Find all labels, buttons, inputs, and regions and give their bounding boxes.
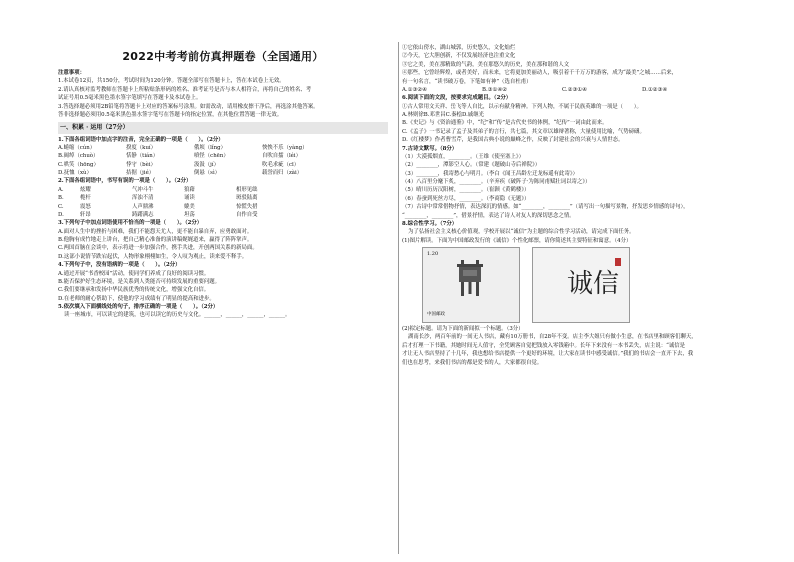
q1-row — [58, 161, 388, 169]
notice-line: 试证号用0.5毫米黑色墨水签字笔填写在答题卡及本试卷上。 — [58, 95, 202, 102]
stamp-image — [422, 247, 520, 323]
notice-line: 答非选择题必须用0.5毫米黑色墨水签字笔写在答题卡的指定位置，在其他位置答题一律无效。 — [58, 111, 283, 118]
word: 自作自受 — [236, 211, 258, 218]
q7-item: （3）________，我寄愁心与明月。（李白《闻王昌龄左迁龙标遥有此寄》） — [402, 170, 578, 177]
option: 俄顷（lǐng） — [194, 144, 226, 151]
option: 吹毛求疵（cī） — [262, 161, 300, 168]
notice-line: 3.答选择题必须用2B铅笔将答题卡上对应的答案标号涂黑。如需改动，请用橡皮擦干净后，再选涂其他答案。 — [58, 103, 319, 110]
option-letter: A. — [58, 186, 64, 193]
news-line: 才让无人书店坚持了十几年，我也想给书店提供一个更好的环境，让大家在读书中感受诚信。”我们的书店会一直开下去，我 — [402, 351, 694, 358]
word: 坦荡 — [184, 211, 195, 218]
q6-item: D.《红楼梦》作者曹雪芹，是我国古典小说的巅峰之作，反映了封建社会的兴衰与人情世态。 — [402, 137, 624, 144]
notice-line: 2.请认真核对监考教师在答题卡上所粘贴条形码的姓名、准考证号是否与本人相符合，再将自己的姓名、考 — [58, 86, 312, 93]
section-heading: 一、积累 · 运用（27分） — [58, 122, 388, 133]
option: 悖守（bèi） — [126, 161, 156, 168]
word: 踌躇满志 — [132, 211, 154, 218]
question-6: 6.阅读下面的文段，按要求完成题目。（2分） — [402, 95, 512, 102]
word: 震怒 — [80, 203, 91, 210]
option: A.①③②④ — [402, 86, 427, 93]
calligraphy-character: 诚信 — [567, 269, 620, 299]
word: 轩昂 — [80, 211, 91, 218]
option: 怏怏不乐（yàng） — [262, 144, 308, 151]
q7-item: （7）古诗中常常借物抒情，表达深沉的情感。如“________，________”（请写出一句描写景物，抒发思乡情感的诗句）， — [402, 204, 689, 211]
word: 炫耀 — [80, 186, 91, 193]
q7-item: （1）大漠孤烟直，________。（王维《使至塞上》） — [402, 153, 525, 160]
stamp-country: 中国邮政 — [427, 312, 445, 318]
question-3: 3.下列句子中加点词语使用不恰当的一项是（ ）。（2分） — [58, 220, 203, 227]
q2-row — [58, 186, 388, 194]
q5-text: 读一座城市，可以读它的建筑，也可以读它的历史与文化。______，______，______，______。 — [64, 312, 291, 319]
q8-sub1: (1)图片解读。下面为中国邮政发行的《诚信》个性化邮票，请你简述其主要特征和寓意。（4分） — [402, 237, 632, 244]
bronze-ding-icon — [453, 258, 487, 298]
q3-option: B.他胸有成竹地走上讲台，把自己精心准备的演讲稿娓娓道来，赢得了阵阵掌声。 — [58, 237, 253, 244]
sentence-item: ②今天，它大胆创新，不仅发展经济也注重文化 — [402, 53, 516, 60]
option: 揆度（kuí） — [126, 144, 157, 151]
q8-images — [422, 247, 747, 323]
sentence-item: 有一句名言，“读书破万卷，下笔如有神”（选自杜甫） — [402, 78, 532, 85]
q7-item: （4）八百里分麾下炙，________。（辛弃疾《破阵子·为陈同甫赋壮词以寄之》） — [402, 179, 591, 185]
word: 人声鼎沸 — [132, 203, 154, 210]
seal-icon — [615, 258, 621, 266]
q6-item: A.林则徐B.邓世昌C.秦桧D.戚继光 — [402, 112, 485, 118]
word: 狼藉 — [184, 186, 195, 193]
q6-item: C.《孟子》一书记录了孟子及其弟子的言行，共七篇，其文章以雄辩著称，大量使用比喻，气势磅礴。 — [402, 128, 645, 135]
news-line: 后才打理一下书籍，其她时间无人值守，全凭顾客自觉把钱放入零钱箱中。长年下来没有一本书丢失，店主说：“诚信是 — [402, 342, 686, 349]
option: 载誉而归（zài） — [262, 170, 303, 177]
column-divider — [398, 42, 399, 554]
option: C.②③①④ — [562, 86, 587, 93]
option: 自吹自擂（léi） — [262, 153, 301, 160]
sentence-item: ④那些，它曾经辉煌，或者美好，而未来，它将更加美丽动人，吸引着千千万万的游客，成为“最美”之城……后来， — [402, 70, 678, 77]
q1-row — [58, 152, 388, 160]
option: A.蜷缩（cún） — [58, 144, 96, 151]
question-7: 7.古诗文默写。（8分） — [402, 145, 458, 152]
q3-option: C.两国首脑在会谈中，表示将进一步加强合作，携手共进，开创两国关系的新局面。 — [58, 245, 258, 252]
option: 汲汲（jí） — [194, 161, 219, 168]
word: 气冲斗牛 — [132, 186, 154, 193]
question-4: 4.下列句子中，没有语病的一项是（ ）。（2分） — [58, 262, 181, 269]
word: 诵读 — [184, 195, 195, 202]
q1-row — [58, 169, 388, 177]
sentence-item: ③它之美，美在那精致的气韵，美在那悠久的历史，美在那和谐的人文 — [402, 61, 570, 68]
q6-item: B.《史记》与《资治通鉴》中，“纪”和“传”是古代史书的体例，“纪传”一词由此而来。 — [402, 120, 608, 127]
q7-item: “________，________”，借景抒情，表达了诗人对友人的深切思念之情。 — [402, 212, 575, 219]
option-letter: C. — [58, 203, 64, 210]
q7-item: （6）春蚕到死丝方尽，________。（李商隐《无题》） — [402, 195, 530, 202]
q4-option: B.能否保护好生态环境，是关系到人类能否可持续发展的重要问题。 — [58, 278, 221, 285]
option: B.③①④② — [482, 86, 508, 93]
option: 嗔怪（chēn） — [194, 153, 229, 160]
word: 相形见绌 — [236, 186, 258, 193]
word: 浑浊不清 — [132, 195, 154, 202]
q6-item: ①古人常用文天祥、岳飞等人自比，以示有献身精神。下列人物，不属于民族英雄的一项是（ ）。 — [402, 103, 642, 110]
option: 倒悬（sì） — [194, 170, 221, 177]
word: 斑驳陆离 — [236, 195, 258, 202]
q2-row — [58, 194, 388, 202]
q5-options — [402, 86, 747, 94]
q7-item: （2）________，潭影空人心。（常建《题破山寺后禅院》） — [402, 162, 541, 169]
q8-intro: 为了弘扬社会主义核心价值观，学校开展以“诚信”为主题的综合性学习活动，请完成下面任务。 — [408, 229, 635, 236]
exam-title: 2022中考考前仿真押题卷（全国通用） — [122, 50, 324, 63]
question-5: 5.依次填入下面横线处的句子，排序正确的一项是（ ）。（2分） — [58, 304, 219, 311]
option: D.抚恤（xù） — [58, 170, 92, 177]
notice-heading: 注意事项： — [58, 70, 85, 77]
option: D.①②③④ — [642, 86, 668, 93]
question-8: 8.综合性学习。（7分） — [402, 220, 458, 227]
question-1: 1.下面各组词语中加点字的注音，完全正确的一项是（ ）。（2分） — [58, 136, 224, 143]
word: 桅杆 — [80, 195, 91, 202]
q4-option: A.通过开展“书香校园”活动，使同学们养成了良好的阅读习惯。 — [58, 270, 210, 277]
question-2: 2.下面各组词语中，书写有误的一项是（ ）。（2分） — [58, 178, 192, 185]
q4-option: C.我们要继承和发扬中华民族优秀的传统文化，增强文化自信。 — [58, 287, 210, 294]
calligraphy-image — [532, 247, 630, 323]
option-letter: B. — [58, 195, 64, 202]
q8-sub2: (2)拟定标题。请为下面的新闻拟一个标题。（3分） — [402, 326, 524, 332]
right-column — [402, 44, 747, 367]
left-column — [58, 48, 388, 320]
q3-option: A.面对人生中的挫折与困难，我们不能怨天尤人，更不能自暴自弃，应勇敢面对。 — [58, 228, 253, 235]
word: 惊慌失措 — [236, 203, 258, 210]
q2-row — [58, 211, 388, 219]
q7-item: （5）晴川历历汉阳树，________。（崔颢《黄鹤楼》） — [402, 187, 530, 194]
sentence-item: ①它依山傍水，湖山城郭，历史悠久，文化灿烂 — [402, 45, 516, 51]
notice-line: 1.本试卷12页，共150分，考试时间为120分钟。答题全部写在答题卡上，答在本试卷上无效。 — [58, 78, 285, 85]
option: 恬静（tián） — [126, 153, 159, 160]
option: C.哄笑（hōng） — [58, 161, 99, 168]
option-letter: D. — [58, 211, 64, 218]
word: 媲美 — [184, 203, 195, 210]
q1-row — [58, 144, 388, 152]
news-line: 们也在思考，来我们书店的都是爱书的人，大家都很自觉。 — [402, 359, 543, 366]
option: 拮据（jié） — [126, 170, 155, 177]
q4-option: D.在老师的耐心帮助下，使他的学习成绩有了明显的提高和进步。 — [58, 295, 215, 302]
q3-option: D.这部小说情节跌宕起伏，人物形象栩栩如生，令人叹为观止，读来爱不释手。 — [58, 253, 248, 260]
option: B.阔绰（chuò） — [58, 153, 99, 160]
stamp-value: 1.20 — [427, 251, 439, 257]
q2-row — [58, 203, 388, 211]
news-line: 湖南长沙，两百年前的一间无人书店，藏有10万册书，自28年不变。店主李大姐只有做小生意，在书店里和顾客们聊天， — [408, 334, 697, 341]
